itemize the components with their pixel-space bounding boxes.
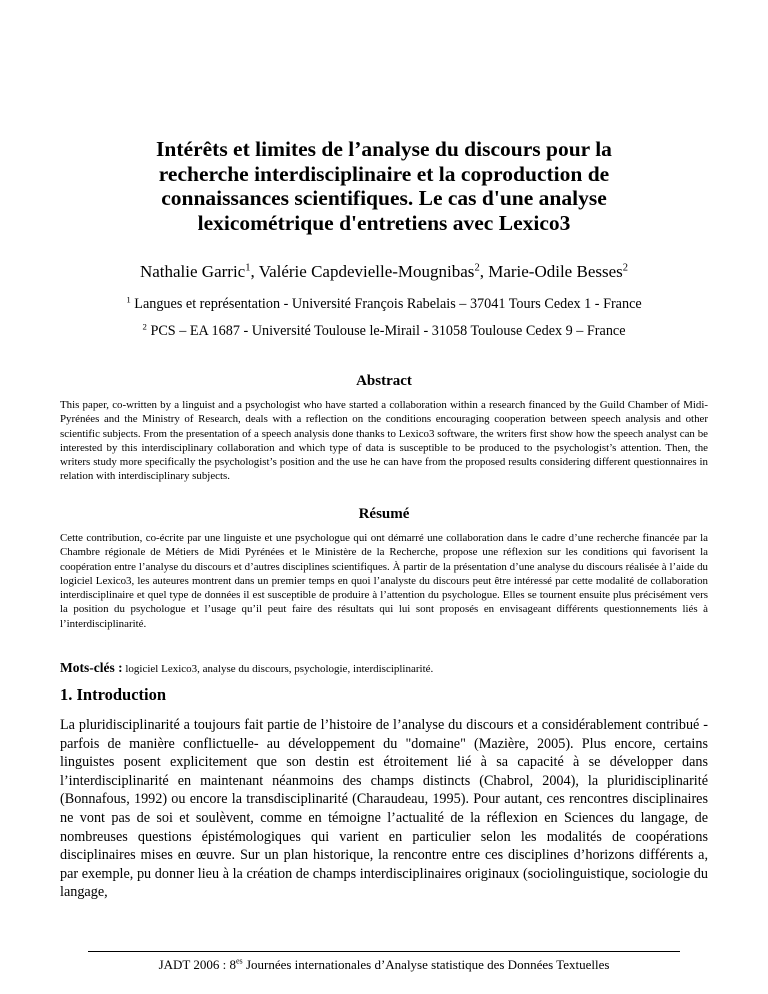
footer-divider [88, 951, 680, 952]
page-footer: JADT 2006 : $8^{es}$ Journées internationales d’Analyse statistique des Données Textuelles [158, 956, 610, 972]
author-3: Marie-Odile Besses$^2$ [488, 262, 629, 281]
introduction-paragraph: La pluridisciplinarité a toujours fait partie de l’histoire de l’analyse du discours et a considérablement contribué -parfois de manière conflictuelle- au développement du "domaine" (Mazière, 2005). Plus encore, certains linguistes posent explicitement que son destin est étroitement lié à sa capacité à se développer dans l’interdisciplinarité en maintenant néanmoins des champs distincts (Chabrol, 2004), la pluridisciplinarité (Bonnafous, 1992) ou encore la transdisciplinarité (Charaudeau, 1995). Pour autant, ces rencontres disciplinaires ne vont pas de soi et soulèvent, comme en témoigne l’actualité de la réflexion en Sciences du langage, de nombreuses questions épistémologiques qui varient en particulier selon les modalités de coopérations disciplinaires mises en œuvre. Sur un plan historique, la rencontre entre ces disciplines d’horizons différents a, par exemple, pu donner lieu à la création de champs interdisciplinaires originaux (sociolinguistique, sociologie du langage, [60, 717, 708, 901]
keywords-label: Mots-clés : [60, 660, 123, 675]
affiliation-2: $^2$ PCS – EA 1687 - Université Toulouse le-Mirail - 31058 Toulouse Cedex 9 – France [142, 321, 626, 339]
resume-heading: Résumé [358, 506, 410, 522]
keywords-text: logiciel Lexico3, analyse du discours, psychologie, interdisciplinarité. [125, 663, 434, 675]
keywords [60, 660, 708, 677]
author-2: Valérie Capdevielle-Mougnibas$^2$, [258, 262, 489, 281]
paper-title: Intérêts et limites de l’analyse du discours pour la recherche interdisciplinaire et la coproduction de connaissances scientifiques. Le cas d'une analyse lexicométrique d'entretiens avec Lexico3 [156, 137, 612, 235]
section-heading-introduction: 1. Introduction [60, 685, 167, 704]
abstract-heading: Abstract [356, 373, 412, 389]
resume-text: Cette contribution, co-écrite par une linguiste et une psychologue qui ont démarré une collaboration dans le cadre d’une recherche financée par la Chambre régionale de Métiers de Midi Pyrénées et le Ministère de la Recherche, propose une réflexion sur les conditions qui favorisent la coopération entre l’analyse du discours et d’autres disciplines scientifiques. À partir de la présentation d’une analyse du discours réalisée à l’aide du logiciel Lexico3, les auteures montrent dans un premier temps en quoi l’analyste du discours peut être intéressé par cette modalité de collaboration interdisciplinaire et quel type de données il est susceptible de produire à l’attention du psychologue. Elles se tournent ensuite plus précisément vers la position du psychologue et l’usage qu’il peut faire des résultats qui lui sont proposés en envisageant différents questionnements liés à l’interdisciplinarité. [60, 532, 708, 630]
author-list [0, 262, 768, 282]
abstract-text: This paper, co-written by a linguist and a psychologist who have started a collaboration within a research financed by the Guild Chamber of Midi-Pyrénées and the Ministry of Research, deals with a reflection on the conditions encouraging cooperation between speech analysis and other scientific subjects. From the presentation of a speech analysis done thanks to Lexico3 software, the writers first show how the speech analyst can be interested by this interdisciplinary collaboration and which type of data is susceptible to be produced to the psychologist’s attention. Then, the writers study more specifically the psychologist’s position and the use he can have from the proposed results considering different questionnaires in relation with interdisciplinary subjects. [60, 399, 708, 483]
author-1: Nathalie Garric$^1$, [139, 262, 259, 281]
affiliation-1: $^1$ Langues et représentation - Université François Rabelais – 37041 Tours Cedex 1 - France [126, 294, 642, 312]
